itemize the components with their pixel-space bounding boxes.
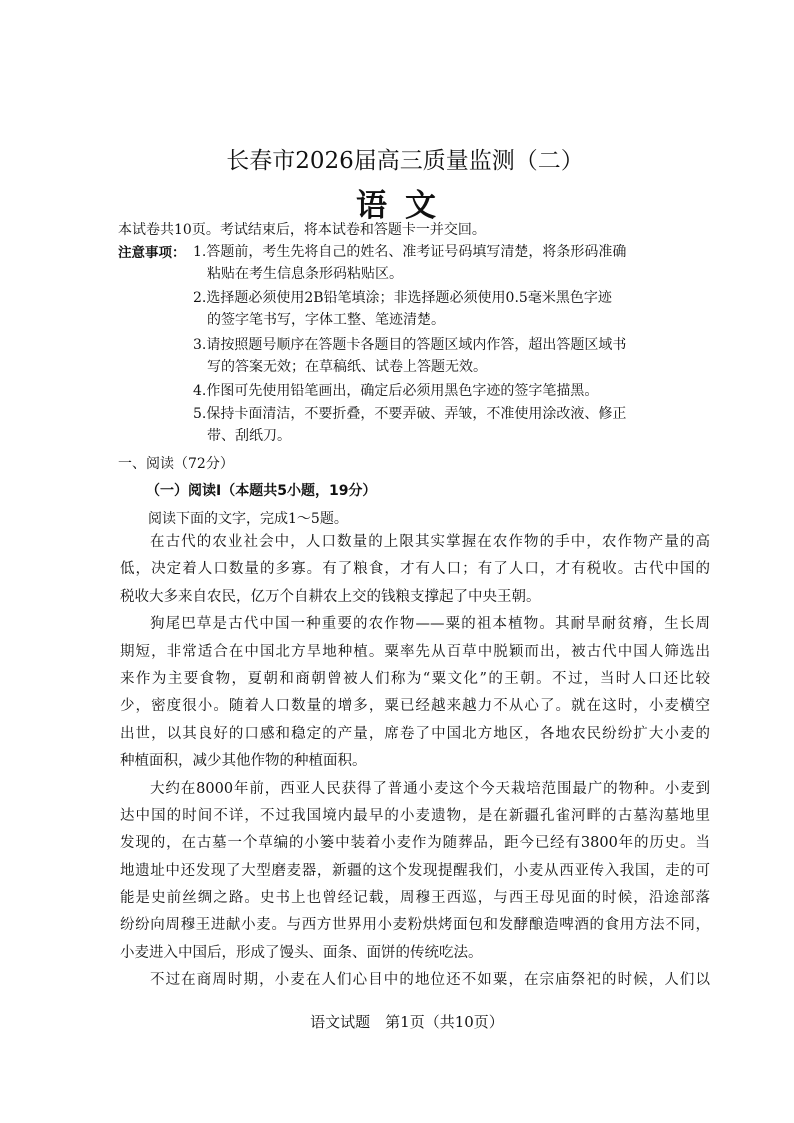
passage-paragraph (120, 967, 710, 994)
note-item: 5.保持卡面清洁，不要折叠，不要弄破、弄皱，不准使用涂改液、修正 (193, 406, 627, 422)
note-item-cont: 写的答案无效；在草稿纸、试卷上答题无效。 (207, 359, 487, 375)
passage-line: 大约在8000年前，西亚人民获得了普通小麦这个今天栽培范围最广的物种。小麦到 (150, 780, 710, 797)
reading-passage (120, 529, 710, 995)
passage-line: 地遗址中还发现了大型磨麦器，新疆的这个发现提醒我们，小麦从西亚传入我国，走的可 (120, 862, 710, 879)
note-item: 2.选择题必须使用2B铅笔填涂；非选择题必须使用0.5毫米黑色字迹 (193, 290, 612, 306)
section-heading: 一、阅读（72分） (118, 456, 234, 472)
page-footer: 语文试题 第1页（共10页） (310, 1013, 504, 1031)
reading-instruction: 阅读下面的文字，完成1～5题。 (148, 511, 348, 527)
exam-intro: 本试卷共10页。考试结束后，将本试卷和答题卡一并交回。 (118, 222, 486, 238)
subsection-heading: （一）阅读I（本题共5小题，19分） (146, 483, 377, 499)
note-item-cont: 的签字笔书写，字体工整、笔迹清楚。 (207, 312, 445, 328)
passage-paragraph (120, 529, 710, 611)
passage-paragraph (120, 611, 710, 775)
passage-line: 期短，非常适合在中国北方旱地种植。粟率先从百草中脱颖而出，被古代中国人筛选出 (120, 643, 710, 660)
passage-line: 不过在商周时期，小麦在人们心目中的地位还不如粟，在宗庙祭祀的时候，人们以 (150, 972, 710, 989)
passage-line: 狗尾巴草是古代中国一种重要的农作物——粟的祖本植物。其耐旱耐贫瘠，生长周 (150, 616, 710, 633)
note-item: 3.请按照题号顺序在答题卡各题目的答题区域内作答，超出答题区域书 (193, 337, 627, 353)
passage-line: 种植面积，减少其他作物的种植面积。 (120, 753, 367, 770)
passage-line: 少，密度很小。随着人口数量的增多，粟已经越来越力不从心了。就在这时，小麦横空 (120, 698, 710, 715)
passage-line: 小麦进入中国后，形成了馒头、面条、面饼的传统吃法。 (120, 944, 483, 961)
subject-title: 语文 (356, 188, 454, 224)
passage-line: 发现的，在古墓一个草编的小篓中装着小麦作为随葬品，距今已经有3800年的历史。当 (120, 835, 710, 852)
passage-line: 纷纷向周穆王进献小麦。与西方世界用小麦粉烘烤面包和发酵酿造啤酒的食用方法不同， (120, 917, 710, 934)
note-item-cont: 粘贴在考生信息条形码粘贴区。 (207, 266, 403, 282)
passage-line: 低，决定着人口数量的多寡。有了粮食，才有人口；有了人口，才有税收。古代中国的 (120, 561, 710, 578)
passage-line: 来作为主要食物，夏朝和商朝曾被人们称为“粟文化”的王朝。不过，当时人口还比较 (120, 670, 710, 687)
passage-line: 能是史前丝绸之路。史书上也曾经记载，周穆王西巡，与西王母见面的时候，沿途部落 (120, 890, 710, 907)
exam-title: 长春市2026届高三质量监测（二） (226, 148, 584, 174)
note-item: 1.答题前，考生先将自己的姓名、准考证号码填写清楚，将条形码准确 (193, 244, 627, 260)
passage-line: 在古代的农业社会中，人口数量的上限其实掌握在农作物的手中，农作物产量的高 (150, 534, 710, 550)
passage-line: 达中国的时间不详，不过我国境内最早的小麦遗物，是在新疆孔雀河畔的古墓沟墓地里 (120, 807, 710, 824)
note-item: 4.作图可先使用铅笔画出，确定后必须用黑色字迹的签字笔描黑。 (193, 383, 599, 399)
passage-paragraph (120, 776, 710, 968)
note-item-cont: 带、刮纸刀。 (207, 428, 291, 444)
passage-line: 税收大多来自农民，亿万个自耕农上交的钱粮支撑起了中央王朝。 (120, 588, 541, 605)
notes-label: 注意事项： (118, 245, 186, 261)
passage-line: 出世，以其良好的口感和稳定的产量，席卷了中国北方地区，各地农民纷纷扩大小麦的 (120, 725, 710, 742)
